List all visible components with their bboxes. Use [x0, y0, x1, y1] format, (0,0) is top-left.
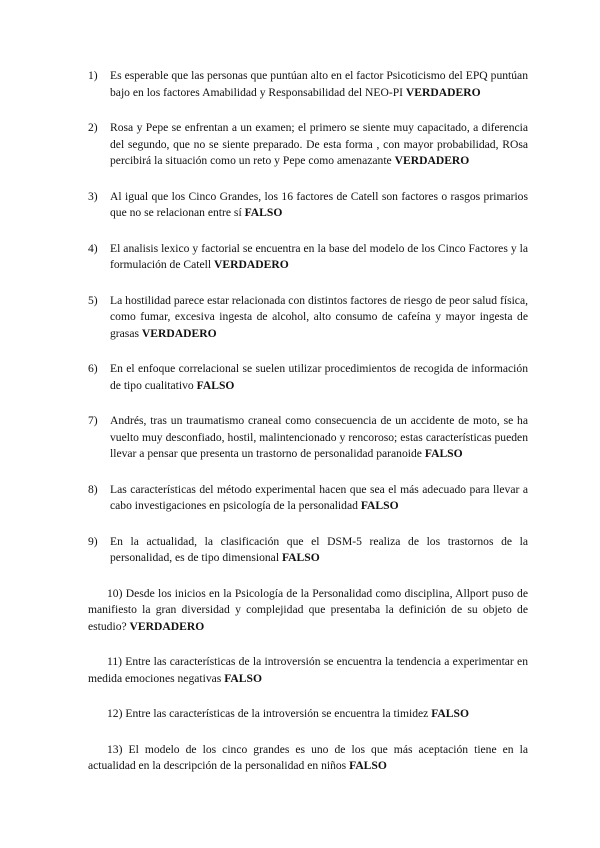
item-statement	[110, 68, 528, 101]
item-answer: VERDADERO	[129, 619, 205, 633]
item-text: En el enfoque correlacional se suelen utilizar procedimientos de recogida de información de tipo cualitativo	[110, 362, 528, 392]
item-statement	[88, 654, 528, 687]
item-statement	[110, 293, 528, 343]
item-text: Las características del método experimental hacen que sea el más adecuado para llevar a cabo investigaciones en psicología de la personalidad	[110, 482, 528, 512]
item-answer: VERDADERO	[214, 258, 289, 271]
item-number: 1)	[88, 69, 98, 82]
item-number: 4)	[88, 241, 98, 255]
item-number: 10)	[107, 586, 123, 600]
item-statement	[110, 534, 528, 567]
item-number: 11)	[107, 655, 123, 668]
item-statement	[110, 482, 528, 515]
item-text: El analisis lexico y factorial se encuentra en la base del modelo de los Cinco Factores y la formulación de Catell	[110, 241, 528, 271]
list-item	[88, 706, 528, 723]
item-text: Desde los inicios en la Psicología de la Personalidad como disciplina, Allport puso de manifiesto la gran diversidad y complejidad que presentaba la definición de su objeto de estudio?	[88, 586, 528, 633]
item-text: Es esperable que las personas que puntúan alto en el factor Psicoticismo del EPQ puntúan bajo en los factores Amabilidad y Responsabilidad del NEO-PI	[110, 69, 528, 99]
item-answer: FALSO	[360, 499, 399, 512]
list-item	[88, 413, 528, 463]
item-statement	[110, 361, 528, 394]
item-answer: FALSO	[349, 759, 387, 772]
list-item	[88, 120, 528, 170]
item-number: 6)	[88, 362, 98, 375]
item-answer: FALSO	[424, 447, 463, 460]
list-item	[88, 586, 528, 636]
item-answer: VERDADERO	[394, 154, 470, 167]
item-answer: FALSO	[224, 671, 262, 685]
item-answer: VERDADERO	[405, 85, 481, 99]
item-number: 5)	[88, 293, 98, 307]
item-statement	[110, 120, 528, 170]
list-item	[88, 534, 528, 567]
item-answer: FALSO	[244, 206, 283, 219]
item-number: 2)	[88, 121, 98, 134]
list-item	[88, 482, 528, 515]
list-item	[88, 241, 528, 274]
item-text: Entre las características de la introversión se encuentra la tendencia a experimentar en medida emociones negativas	[88, 655, 528, 685]
item-answer: FALSO	[431, 707, 469, 720]
item-text: Al igual que los Cinco Grandes, los 16 factores de Catell son factores o rasgos primarios que no se relacionan entre sí	[110, 189, 528, 219]
item-number: 9)	[88, 534, 98, 548]
item-text: Andrés, tras un traumatismo craneal como consecuencia de un accidente de moto, se ha vuelto muy desconfiado, hostil, malintencionado y rencoroso; estas características pueden llevar a pensar que presenta un trastorno de personalidad paranoide	[110, 414, 528, 460]
item-answer: FALSO	[281, 551, 320, 564]
item-number: 13)	[107, 742, 123, 756]
item-number: 12)	[107, 707, 123, 720]
item-number: 3)	[88, 189, 98, 203]
item-text: En la actualidad, la clasificación que el DSM-5 realiza de los trastornos de la personalidad, es de tipo dimensional	[110, 534, 528, 564]
item-answer: VERDADERO	[141, 326, 217, 340]
item-number: 8)	[88, 482, 98, 496]
item-text: Rosa y Pepe se enfrentan a un examen; el primero se siente muy capacitado, a diferencia del segundo, que no se siente preparado. De esta forma , con mayor probabilidad, ROsa percibirá la situación como un reto y Pepe como amenazante	[110, 121, 528, 167]
item-text: Entre las características de la introversión se encuentra la timidez	[125, 707, 429, 720]
item-statement	[110, 413, 528, 463]
item-statement	[88, 742, 528, 775]
list-item	[88, 68, 528, 101]
item-number: 7)	[88, 414, 98, 427]
item-statement	[110, 189, 528, 222]
item-answer: FALSO	[196, 378, 235, 392]
list-item	[88, 189, 528, 222]
item-statement	[110, 241, 528, 274]
question-list	[88, 68, 528, 794]
item-statement	[88, 586, 528, 636]
list-item	[88, 293, 528, 343]
item-statement	[88, 706, 528, 723]
list-item	[88, 742, 528, 775]
list-item	[88, 654, 528, 687]
list-item	[88, 361, 528, 394]
item-text: El modelo de los cinco grandes es uno de los que más aceptación tiene en la actualidad en la descripción de la personalidad en niños	[88, 742, 528, 772]
item-text: La hostilidad parece estar relacionada con distintos factores de riesgo de peor salud física, como fumar, excesiva ingesta de alcohol, alto consumo de cafeína y mayor ingesta de grasas	[110, 293, 528, 340]
